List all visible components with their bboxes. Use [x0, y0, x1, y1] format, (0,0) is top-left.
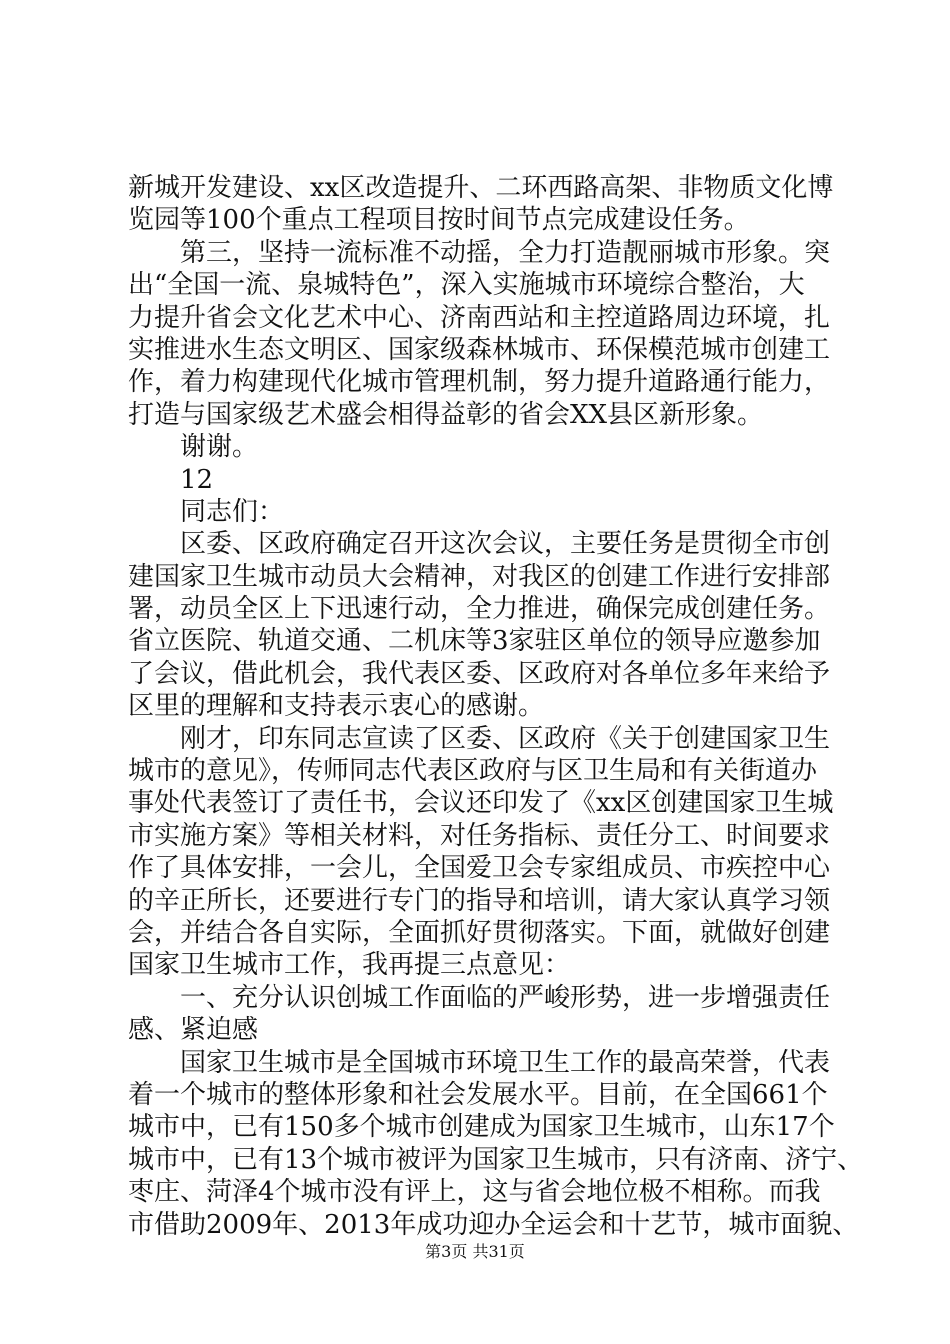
text-line: 市实施方案》等相关材料，对任务指标、责任分工、时间要求	[128, 820, 831, 851]
text-line: 市借助2009年、2013年成功迎办全运会和十艺节，城市面貌、	[128, 1209, 859, 1240]
section-heading: 感、紧迫感	[128, 1015, 259, 1046]
text-line: 作，着力构建现代化城市管理机制，努力提升道路通行能力，	[128, 367, 831, 398]
text-line: 新城开发建设、xx区改造提升、二环西路高架、非物质文化博	[128, 173, 834, 203]
text-line: 同志们：	[180, 496, 285, 527]
page-number-label: 第3页 共31页	[425, 1242, 525, 1261]
text-line: 城市的意见》，传师同志代表区政府与区卫生局和有关街道办	[128, 756, 818, 787]
text-line: 的辛正所长，还要进行专门的指导和培训，请大家认真学习领	[128, 885, 831, 916]
document-body	[128, 172, 864, 1241]
text-line: 建国家卫生城市动员大会精神，对我区的创建工作进行安排部	[128, 561, 831, 592]
text-line: 作了具体安排，一会儿，全国爱卫会专家组成员、市疾控中心	[128, 853, 831, 884]
text-line: 12	[180, 464, 214, 495]
text-line: 事处代表签订了责任书，会议还印发了《xx区创建国家卫生城	[128, 788, 834, 819]
text-line: 城市中，已有13个城市被评为国家卫生城市，只有济南、济宁、	[128, 1144, 864, 1175]
text-line: 第三，坚持一流标准不动摇，全力打造靓丽城市形象。突	[180, 237, 831, 268]
text-line: 国家卫生城市是全国城市环境卫生工作的最高荣誉，代表	[180, 1047, 831, 1078]
text-line: 区里的理解和支持表示衷心的感谢。	[128, 691, 545, 722]
text-line: 实推进水生态文明区、国家级森林城市、环保模范城市创建工	[128, 334, 831, 365]
page-footer	[0, 1241, 950, 1263]
section-heading: 一、充分认识创城工作面临的严峻形势，进一步增强责任	[180, 982, 831, 1013]
text-line: 区委、区政府确定召开这次会议，主要任务是贯彻全市创	[180, 529, 831, 560]
text-line: 了会议，借此机会，我代表区委、区政府对各单位多年来给予	[128, 658, 831, 689]
text-line: 刚才，印东同志宣读了区委、区政府《关于创建国家卫生	[180, 723, 831, 754]
text-line: 会，并结合各自实际，全面抓好贯彻落实。下面，就做好创建	[128, 917, 831, 948]
text-line: 着一个城市的整体形象和社会发展水平。目前，在全国661个	[128, 1079, 828, 1110]
text-line: 省立医院、轨道交通、二机床等3家驻区单位的领导应邀参加	[128, 626, 821, 657]
text-line: 出“全国一流、泉城特色”，深入实施城市环境综合整治，大	[128, 270, 805, 301]
text-line: 览园等100个重点工程项目按时间节点完成建设任务。	[128, 205, 750, 236]
text-line: 城市中，已有150多个城市创建成为国家卫生城市，山东17个	[128, 1112, 835, 1143]
text-line: 打造与国家级艺术盛会相得益彰的省会XX县区新形象。	[128, 399, 764, 430]
text-line: 谢谢。	[180, 432, 259, 463]
text-line: 枣庄、菏泽4个城市没有评上，这与省会地位极不相称。而我	[128, 1177, 821, 1208]
text-line: 国家卫生城市工作，我再提三点意见：	[128, 950, 571, 981]
text-line: 力提升省会文化艺术中心、济南西站和主控道路周边环境，扎	[128, 302, 831, 333]
text-line: 署，动员全区上下迅速行动，全力推进，确保完成创建任务。	[128, 594, 831, 625]
